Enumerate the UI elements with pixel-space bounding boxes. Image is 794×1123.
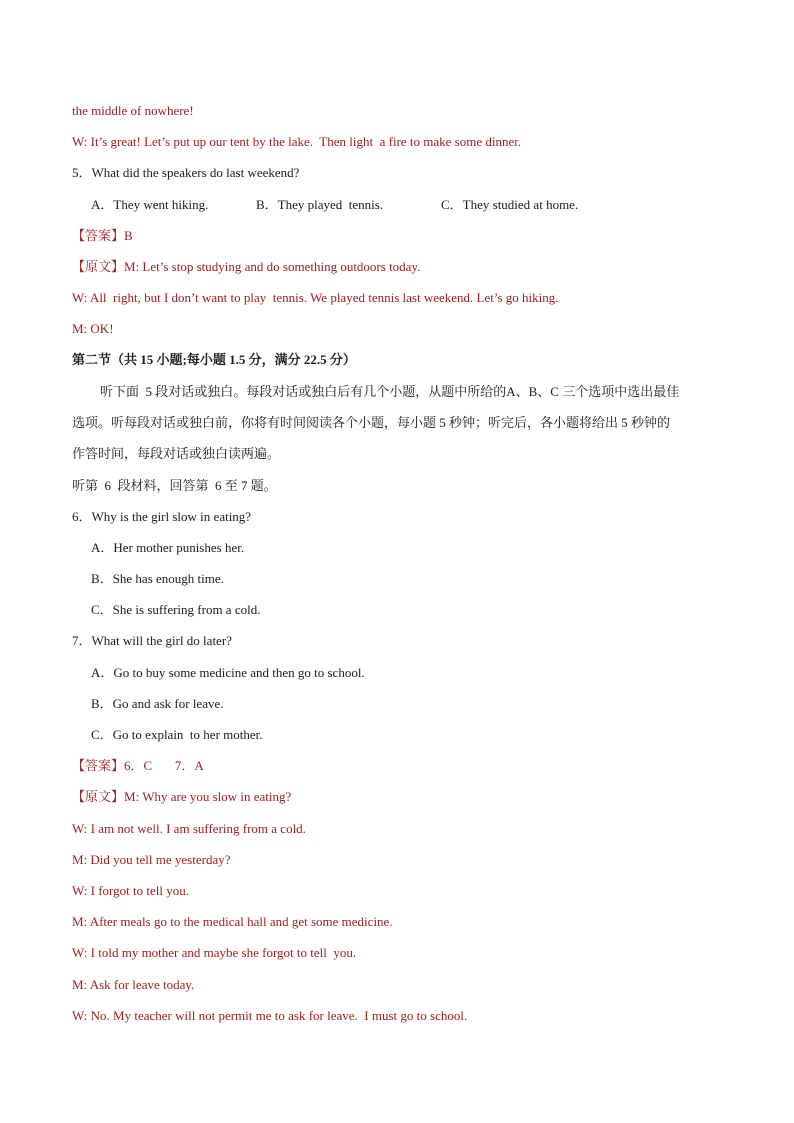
answer-6-7	[72, 758, 204, 774]
answer-tag: 【答案】	[72, 758, 125, 773]
transcript-line: M: After meals go to the medical hall and get some medicine.	[72, 914, 393, 929]
option-5c: C．They studied at home.	[441, 197, 579, 212]
transcript-line: W: I am not well. I am suffering from a cold.	[72, 821, 306, 836]
transcript-line: the middle of nowhere!	[72, 103, 194, 118]
option-6c: C．She is suffering from a cold.	[91, 602, 261, 617]
transcript-text: M: Let’s stop studying and do something outdoors today.	[124, 259, 421, 274]
transcript-line: W: It’s great! Let’s put up our tent by the lake. Then light a fire to make some dinner.	[72, 134, 522, 149]
transcript-tag: 【原文】	[72, 259, 125, 274]
listen-instruction: 听第 6 段材料，回答第 6 至 7 题。	[72, 478, 277, 493]
transcript-5	[72, 259, 420, 275]
option-5a: A．They went hiking.	[91, 197, 209, 212]
transcript-text: M: Why are you slow in eating?	[124, 789, 292, 804]
answer-value: 6．C 7．A	[124, 758, 204, 773]
transcript-line: M: OK!	[72, 321, 114, 336]
transcript-tag: 【原文】	[72, 789, 125, 804]
transcript-line: W: All right, but I don’t want to play tennis. We played tennis last weekend. Let’s go hiking.	[72, 290, 559, 305]
option-7c: C．Go to explain to her mother.	[91, 727, 263, 742]
instructions-line-3: 作答时间，每段对话或独白读两遍。	[72, 446, 281, 461]
transcript-line: W: I told my mother and maybe she forgot to tell you.	[72, 945, 357, 960]
answer-5	[72, 228, 133, 244]
instructions-line-1: 听下面 5 段对话或独白。每段对话或独白后有几个小题，从题中所给的A、B、C 三个选项中选出最佳	[100, 384, 680, 399]
question-7: 7．What will the girl do later?	[72, 633, 232, 648]
answer-tag: 【答案】	[72, 228, 125, 243]
transcript-line: M: Did you tell me yesterday?	[72, 852, 231, 867]
transcript-line: W: I forgot to tell you.	[72, 883, 189, 898]
question-6: 6．Why is the girl slow in eating?	[72, 509, 252, 524]
option-7a: A．Go to buy some medicine and then go to school.	[91, 665, 365, 680]
option-5b: B．They played tennis.	[256, 197, 384, 212]
instructions-line-2: 选项。听每段对话或独白前，你将有时间阅读各个小题，每小题 5 秒钟；听完后，各小题将给出 5 秒钟的	[72, 415, 671, 430]
question-5: 5．What did the speakers do last weekend?	[72, 165, 300, 180]
option-6a: A．Her mother punishes her.	[91, 540, 245, 555]
transcript-6-7	[72, 789, 291, 805]
transcript-line: W: No. My teacher will not permit me to ask for leave. I must go to school.	[72, 1008, 468, 1023]
answer-value: B	[124, 228, 133, 243]
transcript-line: M: Ask for leave today.	[72, 977, 195, 992]
option-7b: B．Go and ask for leave.	[91, 696, 224, 711]
option-6b: B．She has enough time.	[91, 571, 224, 586]
section-heading: 第二节（共 15 小题;每小题 1.5 分，满分 22.5 分）	[72, 352, 356, 367]
